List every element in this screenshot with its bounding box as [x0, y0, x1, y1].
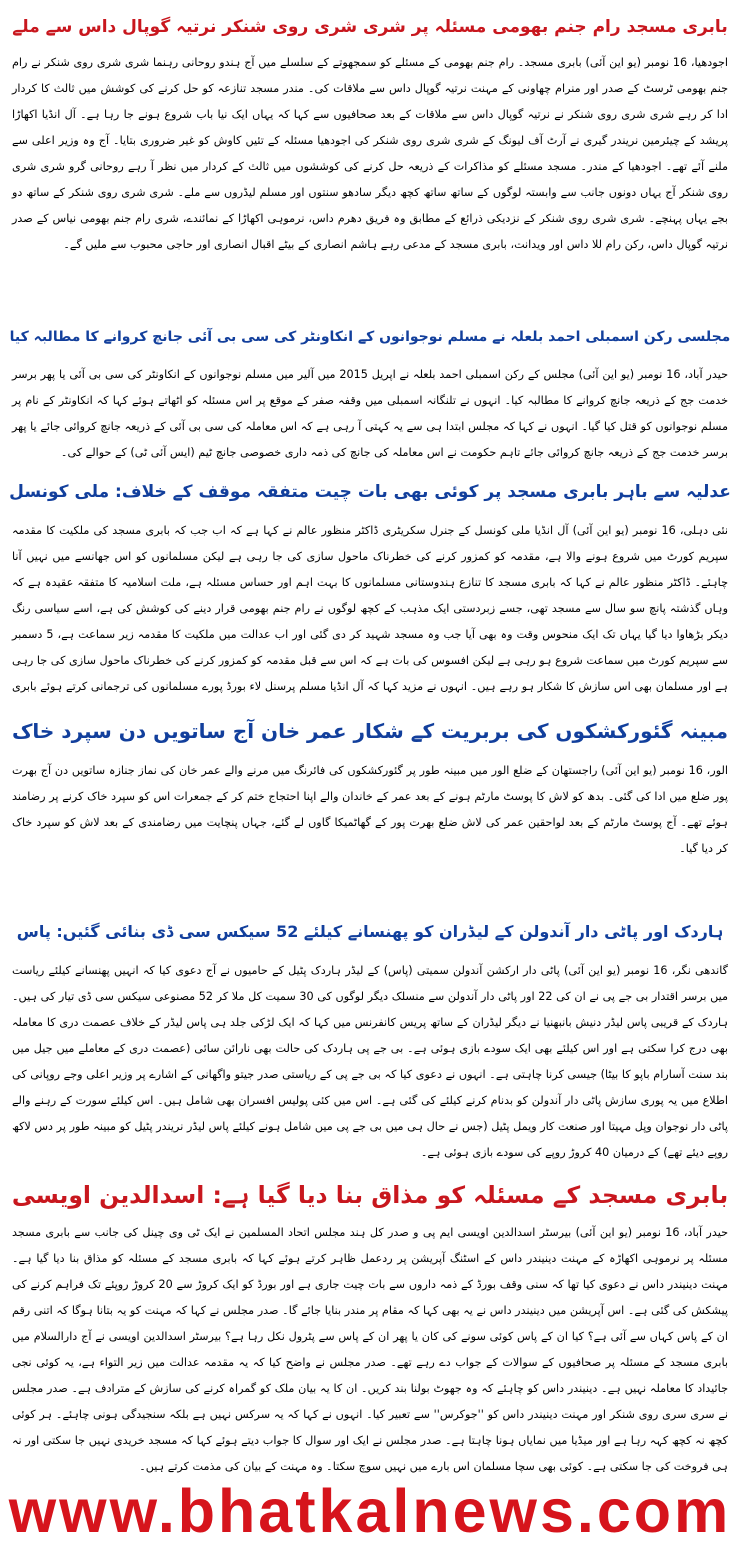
- site-footer: [0, 1478, 740, 1545]
- story-umar-khan: [0, 704, 740, 862]
- story-body: الور، 16 نومبر (یو این آئی) راجستھان کے ضلع الور میں مبینہ طور پر گئورکشکوں کی فائرنگ میں مرنے والے عمر خان کی نماز جنازہ ساتویں دن آج بھرت پور ضلع میں ادا کی گئی۔ بدھ کو لاش کا پوسٹ مارٹم ہونے کے بعد عمر کے خاندان والے اپنا احتجاج ختم کر کے جمعرات اس کو سپرد خاک کرنے پر رضامند ہوئے تھے۔ آج پوسٹ مارٹم کے بعد لواحقین عمر کی لاش ضلع بھرت پور کے گھاٹمیکا گاوں لے گئے، جہاں پنچایت میں رضامندی کے بعد لاش کو سپرد خاک کر دیا گیا۔: [12, 764, 728, 855]
- story-headline: مجلسی رکن اسمبلی احمد بلعلہ نے مسلم نوجوانوں کے انکاونٹر کی سی بی آئی جانچ کروانے کا مطالبہ کیا: [9, 329, 731, 345]
- story-body: گاندھی نگر، 16 نومبر (یو این آئی) پاٹی دار ارکشن آندولن سمیتی (پاس) کے لیڈر ہاردک پٹیل کے حامیوں نے آج دعوی کیا کہ انہیں پھنسانے کیلئے ریاست میں برسر اقتدار بی جے پی نے ان کی 22 اور پاٹی دار آندولن سے منسلک دیگر لوگوں کی 30 سمیت کل ملا کر 52 مصنوعی سیکس سی ڈی تیار کی ہیں۔ ہاردک کے قریبی پاس لیڈر دنیش بانبھنیا نے دیگر لیڈران کے ساتھ پریس کانفرنس میں کہا کہ ایک لڑکی جلد ہی پاس لیڈر کے خلاف عصمت دری کا معاملہ بھی درج کرا سکتی ہے اور اس کیلئے بھی ایک سودے بازی ہوئی ہے۔ بی جے پی ہاردک کی حالت بھی نارائن سائی (عصمت دری کے معاملے میں جیل میں بند سنت آسارام باپو کا بیٹا) جیسی کرنا چاہتی ہے۔ انہوں نے دعوی کیا کہ بی جے پی کے ریاستی صدر جیتو واگھانی کے اشارے پر وزیر اعلی وجے روپانی کی اطلاع میں یہ پوری سازش پاٹی دار آندولن کو بدنام کرنے کیلئے کی گئی ہے۔ اس میں کئی پولیس افسران بھی شامل ہیں۔ اس کیلئے سورت کے رہنے والے پاٹی دار نوجوان وپل مہیتا اور صنعت کار ویمل پٹیل (جس نے حال ہی میں بی جے پی میں شامل ہونے کیلئے پاس لیڈر نریندر پٹیل کو مبینہ طور پر دس لاکھ روپے دیئے تھے) کے درمیان 40 کروڑ روپے کی سودے بازی ہوئی ہے۔: [12, 964, 729, 1159]
- story-body: حیدر آباد، 16 نومبر (یو این آئی) بیرسٹر اسدالدین اویسی ایم پی و صدر کل ہند مجلس اتحاد المسلمین نے ایک ٹی وی چینل کی جانب سے بابری مسجد مسئلہ پر نرموہی اکھاڑہ کے مہنت دینیندر داس کے اسٹنگ آپریشن پر ردعمل ظاہر کرتے ہوئے کہا کہ بابری مسجد کے مسئلہ کو مذاق بنا دیا گیا ہے۔ مہنت دینیندر داس نے دعوی کیا تھا کہ سنی وقف بورڈ کے ذمہ داروں سے بات چیت جاری ہے اور بورڈ کو ایک کروڑ سے 20 کروڑ روپئے تک فراہم کرنے کی پیشکش کی گئی ہے۔ اس آپریشن میں دینیندر داس نے یہ بھی کہا کہ مقام پر مندر بنایا جائے گا۔ صدر مجلس نے کہا کہ مہنت کو یہ بتانا ہوگا کہ اتنی رقم ان کے پاس کہاں سے آئی ہے؟ کیا ان کے پاس کوئی سونے کی کان یا پھر ان کے پاس سے پٹرول نکل رہا ہے؟ بیرسٹر اسدالدین اویسی نے آج دارالسلام میں بابری مسجد کے مسئلہ پر صحافیوں کے سوالات کے جواب دے رہے تھے۔ صدر مجلس نے واضح کیا کہ یہ مقدمہ عدالت میں زیر التواء ہے، یہ کوئی نجی جائیداد کا معاملہ نہیں ہے۔ دینیندر داس کو چاہئے کہ وہ جھوٹ بولنا بند کریں۔ ان کا یہ بیان ملک کو گمراہ کرنے کی سازش کے مترادف ہے۔ صدر مجلس نے سری سری روی شنکر اور مہنت دینیندر داس کو ''جوکرس'' سے تعبیر کیا۔ انہوں نے کہا کہ یہ سرکس نہیں ہے بلکہ سنجیدگی ہونی چاہئے۔ ہر کوئی کچھ نہ کچھ کہہ رہا ہے اور میڈیا میں نمایاں ہونا چاہتا ہے۔ صدر مجلس نے ایک اور سوال کا جواب دیتے ہوئے کہا کہ مسجد خریدی نہیں جا سکتی اور نہ ہی فروخت کی جا سکتی ہے۔ کوئی بھی سچا مسلمان اس بارے میں نہیں سوچ سکتا۔ وہ مہنت کے بیان کی مذمت کرتے ہیں۔: [12, 1226, 729, 1473]
- story-body: نئی دہلی، 16 نومبر (یو این آئی) آل انڈیا ملی کونسل کے جنرل سکریٹری ڈاکٹر منظور عالم نے کہا ہے کہ اب جب کہ بابری مسجد کی ملکیت کا مقدمہ سپریم کورٹ میں شروع ہونے والا ہے، مقدمہ کو کمزور کرنے کی خطرناک ماحول سازی کی جا رہی ہے لیکن مسلمانوں کو اس جھانسے میں نہیں آنا چاہئے۔ ڈاکٹر منظور عالم نے کہا کہ بابری مسجد کا تنازع ہندوستانی مسلمانوں کا بہت اہم اور حساس مسئلہ ہے، ملت اسلامیہ کا متفقہ عقیدہ ہے کہ وہاں گذشتہ پانچ سو سال سے مسجد تھی، جسے زبردستی ایک مذہب کے کچھ لوگوں نے رام جنم بھومی قرار دینے کی کوشش کی ہے، اسے سیاسی رنگ دیکر بڑھاوا دیا گیا یہاں تک ایک منحوس وقت وہ بھی آیا جب وہ مسجد شہید کر دی گئی اور اب عدالت میں ملکیت کا مقدمہ زیر سماعت ہے، 5 دسمبر سے سپریم کورٹ میں سماعت شروع ہو رہی ہے لیکن افسوس کی بات ہے کہ اس سے قبل مقدمہ کو کمزور کرنے کی خطرناک ماحول سازی کی جا رہی ہے اور مسلمان بھی اس سازش کا شکار ہو رہے ہیں۔ انہوں نے مزید کہا کہ آل انڈیا مسلم پرسنل لاء بورڈ پورے مسلمانوں کی ترجمانی کرتے ہوئے بابری: [12, 524, 728, 693]
- story-babri-sri-sri: [0, 4, 740, 310]
- story-headline: عدلیہ سے باہر بابری مسجد پر کوئی بھی بات چیت متفقہ موقف کے خلاف: ملی کونسل: [9, 482, 731, 502]
- story-headline: ہاردک اور پاٹی دار آندولن کے لیڈران کو پھنسانے کیلئے 52 سیکس سی ڈی بنائی گئیں: پاس: [16, 922, 724, 941]
- story-headline: مبینہ گئورکشکوں کی بربریت کے شکار عمر خان آج ساتویں دن سپرد خاک: [11, 719, 729, 743]
- story-headline: بابری مسجد کے مسئلہ کو مذاق بنا دیا گیا ہے: اسدالدین اویسی: [11, 1181, 729, 1209]
- story-owaisi: [0, 1170, 740, 1476]
- story-mla-encounter: [0, 312, 740, 466]
- site-brand: www.bhatkalnews.com: [8, 1477, 732, 1545]
- story-body: حیدر آباد، 16 نومبر (یو این آئی) مجلس کے رکن اسمبلی احمد بلعلہ نے اپریل 2015 میں آلیر میں مسلم نوجوانوں کے انکاونٹر کی سی بی آئی یا پھر برسر خدمت جج کے ذریعہ جانچ کروانے کا مطالبہ کیا۔ انہوں نے تلنگانہ اسمبلی میں وقفہ صفر کے موقع پر اس مسئلہ کو اٹھاتے ہوئے کہا کہ انکاونٹر کے نام پر مسلم نوجوانوں کو قتل کیا گیا۔ انہوں نے کہا کہ مجلس ابتدا ہی سے یہ کہتی آ رہی ہے کہ اس معاملہ کی سی بی آئی کے ذریعہ جانچ کروائی جائے یا پھر برسر خدمت جج کے ذریعہ جانچ کروائی جائے تاہم حکومت نے اس معاملہ کی جانچ کی ذمہ داری خصوصی جانچ ٹیم (ایس آئی ٹی) کے حوالے کی۔: [12, 368, 728, 459]
- story-milli-council: [0, 466, 740, 700]
- story-hardik-pass: [0, 906, 740, 1166]
- story-headline: بابری مسجد رام جنم بھومی مسئلہ پر شری شری روی شنکر نرتیہ گوپال داس سے ملے: [12, 17, 728, 37]
- story-body: اجودھیا، 16 نومبر (یو این آئی) بابری مسجد۔ رام جنم بھومی کے مسئلے کو سمجھوتے کے سلسلے میں آج ہندو روحانی رہنما شری شری روی شنکر نے رام جنم بھومی ٹرسٹ کے صدر اور منرام چھاونی کے مہنت نرتیہ گوپال داس سے ملاقات کی۔ مندر مسجد تنازعہ کو حل کرنے کی کوشش میں ثالث کا کردار ادا کر رہے شری شری روی شنکر نے نرتیہ گوپال داس سے ملاقات کے بعد صحافیوں سے کہا کہ یہاں ایک نیا باب شروع ہونے جا رہا ہے۔ آل انڈیا اکھاڑا پریشد کے چیئرمین نریندر گیری نے آرٹ آف لیونگ کے شری شری روی شنکر کی اجودھیا مسئلہ کے تئیں کاوش کو غیر ضروری بتایا۔ آج وہ وزیر اعلی سے ملنے آئے تھے۔ اجودھیا کے مندر۔ مسجد مسئلے کو مذاکرات کے ذریعہ حل کرنے کی کوششوں میں ثالث کے کردار میں نظر آ رہے روحانی گرو شری شری روی شنکر آج یہاں دونوں جانب سے وابستہ لوگوں کے ساتھ ساتھ کچھ دیگر سادھو سنتوں اور مسلم لیڈروں سے ملے۔ شری شری روی شنکر کے ساتھ دو بجے یہاں پہنچے۔ شری شری روی شنکر کے نزدیکی ذرائع کے مطابق وہ فریق دھرم داس، نرموہی اکھاڑا کے نمائندے، شری رام جنم بھومی نیاس کے صدر نرتیہ گوپال داس، رکن رام للا داس اور ویدانت، بابری مسجد کے مدعی رہے ہاشم انصاری کے بیٹے اقبال انصاری اور حاجی محبوب سے ملیں گے۔: [12, 56, 728, 251]
